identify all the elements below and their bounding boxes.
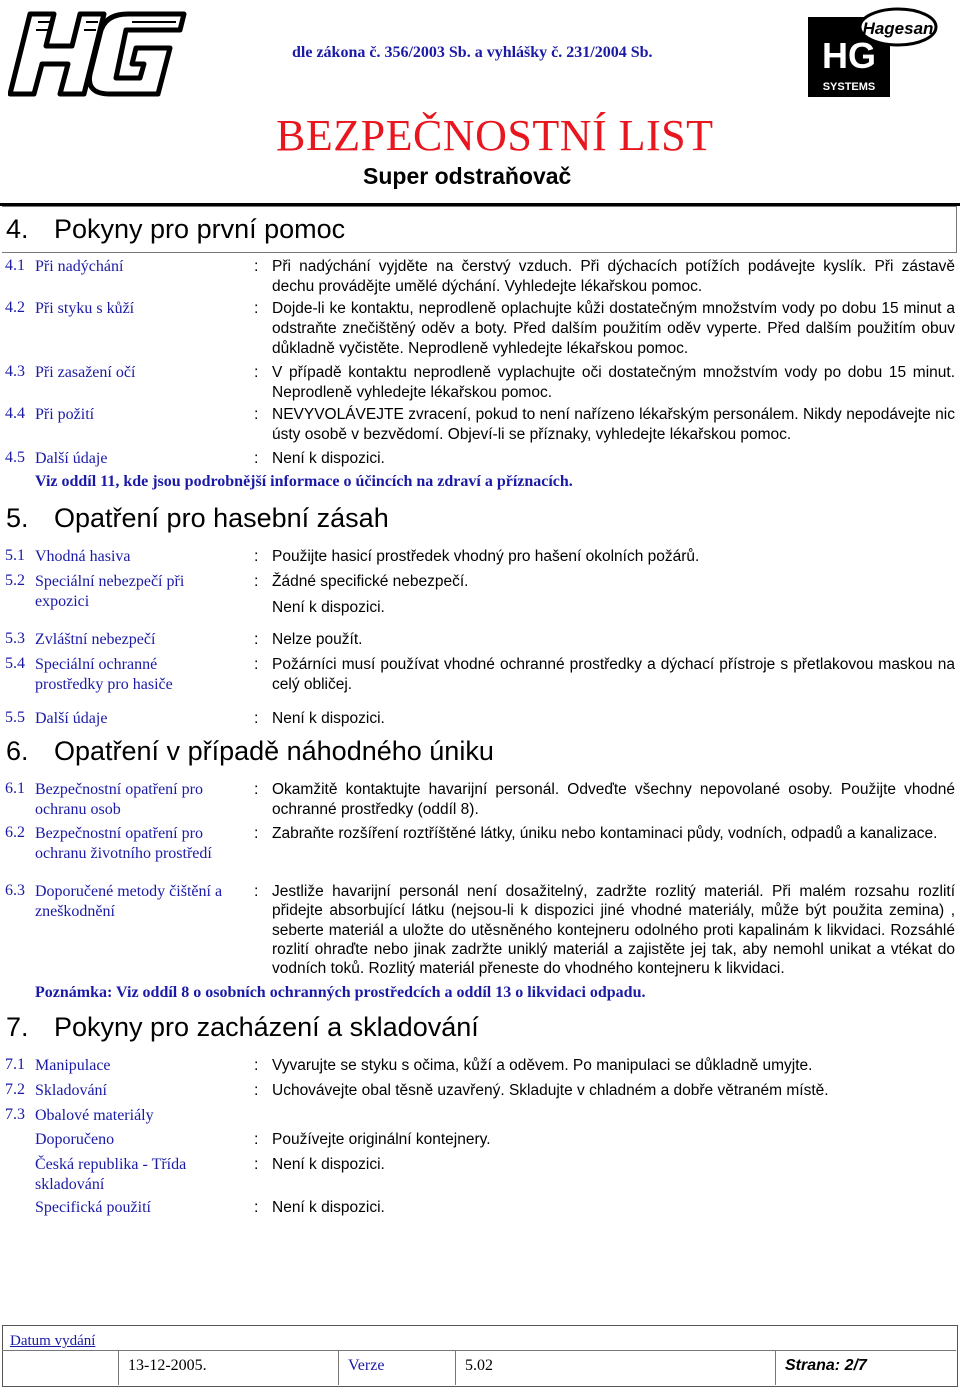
item-label: Při požití: [35, 406, 95, 423]
logo-brand: Hagesan: [862, 19, 934, 38]
item-label: Doporučené metody čištění a zneškodnění: [35, 883, 223, 920]
item-text: Zabraňte rozšíření roztříštěné látky, úniku nebo kontaminaci půdy, vodních, odpadů a kanalizace.: [272, 825, 938, 842]
item-label: Bezpečnostní opatření pro ochranu osob: [35, 781, 203, 818]
page-number: Strana: 2/7: [785, 1357, 867, 1374]
colon: :: [254, 1082, 259, 1099]
item-label: Zvláštní nebezpečí: [35, 631, 156, 648]
colon: :: [254, 1156, 259, 1173]
item-number: 4.2: [5, 299, 25, 316]
item-label: Vhodná hasiva: [35, 548, 131, 565]
item-number: 7.2: [5, 1081, 25, 1098]
item-number: 4.4: [5, 405, 25, 422]
logo-mark: HG: [822, 35, 876, 76]
colon: :: [254, 406, 259, 423]
item-text: Není k dispozici.: [272, 1156, 385, 1173]
item-text: [272, 572, 955, 618]
item-number: 5.3: [5, 630, 25, 647]
item-label: Při zasažení očí: [35, 364, 136, 381]
colon: :: [254, 883, 259, 900]
section-4-note: Viz oddíl 11, kde jsou podrobnější informace o účincích na zdraví a příznacích.: [35, 473, 573, 490]
colon: :: [254, 710, 259, 727]
colon: :: [254, 1199, 259, 1216]
item-number: 4.1: [5, 257, 25, 274]
item-text: Jestliže havarijní personál není dosažitelný, zadržte rozlitý materiál. Při malém rozsahu rozlití přidejte absorbující látku (nejsou-li k dispozici jiné vhodné materiály, může být použita zemina) , seberte materiál a uložte do utěsněného kontejneru odolného proti kapalinám k likvidaci. Rozsáhlé rozlití ohraďte nebo jinak zadržte uniklý materiál a zajistěte jej tak, aby nemohl unikat a vtékat do vodních toků. Rozlitý materiál přeneste do vhodného kontejneru k likvidaci.: [272, 883, 955, 978]
item-label: Specifická použití: [35, 1199, 151, 1216]
item-label: Další údaje: [35, 710, 108, 727]
issue-date-label: Datum vydání: [10, 1333, 96, 1349]
item-text-line: Není k dispozici.: [272, 599, 385, 616]
colon: :: [254, 1131, 259, 1148]
footer-cell-divider: [775, 1351, 776, 1385]
item-number: 4.5: [5, 449, 25, 466]
footer-box: [2, 1325, 958, 1387]
item-number: 6.3: [5, 882, 25, 899]
colon: :: [254, 825, 259, 842]
section-4-heading: [6, 214, 345, 245]
item-number: 7.1: [5, 1056, 25, 1073]
section-title: Pokyny pro zacházení a skladování: [54, 1012, 479, 1042]
item-label: Bezpečnostní opatření pro ochranu životního prostředí: [35, 825, 212, 862]
colon: :: [254, 656, 259, 673]
item-text: Uchovávejte obal těsně uzavřený. Skladujte v chladném a dobře větraném místě.: [272, 1082, 829, 1099]
item-label: Česká republika - Třída skladování: [35, 1156, 187, 1193]
item-text: Není k dispozici.: [272, 710, 385, 727]
section-number: 6.: [6, 736, 29, 766]
hg-logo: [8, 8, 188, 100]
section-title: Opatření pro hasební zásah: [54, 503, 389, 533]
section-number: 4.: [6, 214, 29, 244]
item-number: 4.3: [5, 363, 25, 380]
colon: :: [254, 258, 259, 275]
colon: :: [254, 631, 259, 648]
item-text: Požárníci musí používat vhodné ochranné prostředky a dýchací přístroje s přetlakovou maskou na celý obličej.: [272, 656, 955, 693]
footer-cell-divider: [118, 1351, 119, 1385]
item-label: Při styku s kůží: [35, 300, 135, 317]
item-label: Další údaje: [35, 450, 108, 467]
version-label: Verze: [348, 1357, 385, 1374]
item-text: Vyvarujte se styku s očima, kůží a oděvem. Po manipulaci se důkladně umyjte.: [272, 1057, 813, 1074]
product-name: Super odstraňovač: [363, 163, 572, 189]
item-label: Speciální ochranné prostředky pro hasiče: [35, 656, 173, 693]
item-number: 5.4: [5, 655, 25, 672]
footer-divider: [2, 1350, 956, 1351]
section-7-heading: [6, 1012, 479, 1043]
colon: :: [254, 450, 259, 467]
item-text: Používejte originální kontejnery.: [272, 1131, 491, 1148]
colon: :: [254, 548, 259, 565]
item-text: Okamžitě kontaktujte havarijní personál. Odveďte všechny nepovolané osoby. Použijte vhodné ochranné prostředky (oddíl 8).: [272, 781, 955, 818]
section-title: Opatření v případě náhodného úniku: [54, 736, 494, 766]
colon: :: [254, 573, 259, 590]
colon: :: [254, 364, 259, 381]
logo-sub: SYSTEMS: [822, 81, 876, 93]
item-text: NEVYVOLÁVEJTE zvracení, pokud to není nařízeno lékařským personálem. Nikdy nepodávejte nic ústy osobě v bezvědomí. Objeví-li se příznaky, vyhledejte lékařskou pomoc.: [272, 406, 955, 443]
item-text: Není k dispozici.: [272, 1199, 385, 1216]
hagesan-logo: [806, 5, 940, 101]
document-title: BEZPEČNOSTNÍ LIST: [276, 111, 714, 160]
section-title: Pokyny pro první pomoc: [54, 214, 346, 244]
item-number: 6.1: [5, 780, 25, 797]
item-text: Nelze použít.: [272, 631, 363, 648]
item-label: Obalové materiály: [35, 1107, 154, 1124]
item-text: Dojde-li ke kontaktu, neprodleně oplachujte kůži dostatečným množstvím vody po dobu 15 minut a odstraňte znečištěný oděv a boty. Před dalším použitím oděv vyperte. Před dalším použitím obuv důkladně vyčistěte. Neprodleně vyhledejte lékařskou pomoc.: [272, 300, 955, 357]
item-number: 5.2: [5, 572, 25, 589]
footer-cell-divider: [338, 1351, 339, 1385]
item-text: Při nadýchání vyjděte na čerstvý vzduch. Při dýchacích potížích podávejte kyslík. Při zástavě dechu provádějte umělé dýchání. Vyhledejte lékařskou pomoc.: [272, 258, 955, 295]
item-text-line: Žádné specifické nebezpečí.: [272, 573, 469, 590]
item-number: 5.1: [5, 547, 25, 564]
colon: :: [254, 1057, 259, 1074]
section-5-heading: [6, 503, 389, 534]
colon: :: [254, 781, 259, 798]
section-6-note: Poznámka: Viz oddíl 8 o osobních ochranných prostředcích a oddíl 13 o likvidaci odpadu.: [35, 984, 646, 1001]
item-number: 6.2: [5, 824, 25, 841]
item-label: Skladování: [35, 1082, 107, 1099]
item-text: Není k dispozici.: [272, 450, 385, 467]
footer-cell-divider: [455, 1351, 456, 1385]
item-label: Doporučeno: [35, 1131, 115, 1148]
section-number: 5.: [6, 503, 29, 533]
item-label: Manipulace: [35, 1057, 111, 1074]
item-number: 5.5: [5, 709, 25, 726]
version-number: 5.02: [465, 1357, 493, 1374]
item-label: Při nadýchání: [35, 258, 124, 275]
section-6-heading: [6, 736, 494, 767]
item-label: Speciální nebezpečí při expozici: [35, 573, 185, 610]
item-number: 7.3: [5, 1106, 25, 1123]
section-number: 7.: [6, 1012, 29, 1042]
item-text: Použijte hasicí prostředek vhodný pro hašení okolních požárů.: [272, 548, 700, 565]
legislation-reference: dle zákona č. 356/2003 Sb. a vyhlášky č. 231/2004 Sb.: [292, 44, 653, 61]
issue-date: 13-12-2005.: [128, 1357, 207, 1374]
item-text: V případě kontaktu neprodleně vyplachujte oči dostatečným množstvím vody po dobu 15 minut. Neprodleně vyhledejte lékařskou pomoc.: [272, 364, 955, 401]
colon: :: [254, 300, 259, 317]
